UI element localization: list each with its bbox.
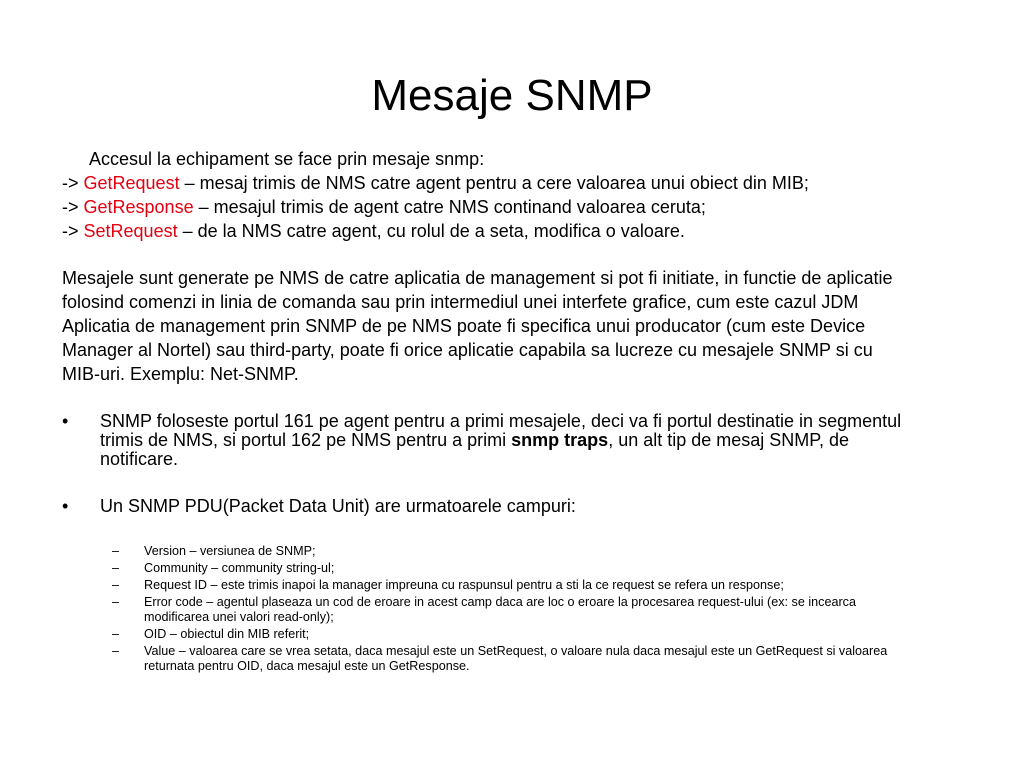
field-line: Community – community string-ul; (144, 561, 335, 575)
dash-mark: – (112, 627, 120, 641)
paragraph-line: folosind comenzi in linia de comanda sau prin intermediul unei interfete grafice, cum este cazul JDM (62, 292, 859, 312)
bullet-snmp-ports (62, 412, 992, 469)
field-line: modificarea unei valori read-only); (144, 610, 334, 624)
field-line: Version – versiunea de SNMP; (144, 544, 316, 558)
arrow-prefix: -> (62, 221, 84, 241)
bullet-mark: • (62, 496, 69, 516)
keyword-getrequest: GetRequest (83, 173, 180, 193)
bullet-line (100, 431, 992, 450)
bullet-snmp-pdu (62, 497, 992, 516)
list-item (112, 627, 992, 642)
dash-mark: – (112, 544, 120, 558)
list-item (112, 644, 992, 674)
snmp-traps-term: snmp traps (511, 430, 609, 450)
intro-item-text: – de la NMS catre agent, cu rolul de a seta, modifica o valoare. (177, 221, 685, 241)
field-line: Request ID – este trimis inapoi la manager impreuna cu raspunsul pentru a sti la ce request se refera un response; (144, 578, 784, 592)
pdu-fields-list (112, 544, 992, 676)
arrow-prefix: -> (62, 197, 84, 217)
paragraph-line: Aplicatia de management prin SNMP de pe NMS poate fi specifica unui producator (cum este Device (62, 316, 866, 336)
list-item (112, 578, 992, 593)
list-item (112, 595, 992, 625)
dash-mark: – (112, 595, 120, 609)
intro-item-setrequest (62, 219, 992, 243)
bullet-text: trimis de NMS, si portul 162 pe NMS pentru a primi (100, 430, 512, 450)
management-paragraph (62, 266, 992, 386)
dash-mark: – (112, 578, 120, 592)
keyword-setrequest: SetRequest (83, 221, 178, 241)
bullet-line: notificare. (100, 449, 179, 469)
intro-item-text: – mesaj trimis de NMS catre agent pentru a cere valoarea unui obiect din MIB; (179, 173, 809, 193)
paragraph-line: Manager al Nortel) sau third-party, poate fi orice aplicatie capabila sa lucreze cu mesajele SNMP si cu (62, 340, 873, 360)
bullet-content (100, 412, 992, 469)
intro-item-getrequest (62, 171, 992, 195)
field-line: OID – obiectul din MIB referit; (144, 627, 310, 641)
field-line: returnata pentru OID, daca mesajul este un GetResponse. (144, 659, 470, 673)
field-line: Error code – agentul plaseaza un cod de eroare in acest camp daca are loc o eroare la procesarea request-ului (ex: se incearca (144, 595, 856, 609)
intro-item-text: – mesajul trimis de agent catre NMS continand valoarea ceruta; (193, 197, 706, 217)
intro-block (62, 147, 992, 243)
keyword-getresponse: GetResponse (83, 197, 194, 217)
intro-item-getresponse (62, 195, 992, 219)
paragraph-line: Mesajele sunt generate pe NMS de catre aplicatia de management si pot fi initiate, in functie de aplicatie (62, 268, 893, 288)
bullet-content: Un SNMP PDU(Packet Data Unit) are urmatoarele campuri: (100, 496, 576, 516)
bullet-line: SNMP foloseste portul 161 pe agent pentru a primi mesajele, deci va fi portul destinatie in segmentul (100, 411, 902, 431)
list-item (112, 544, 992, 559)
list-item (112, 561, 992, 576)
bullet-mark: • (62, 411, 69, 431)
intro-lead: Accesul la echipament se face prin mesaje snmp: (89, 149, 485, 169)
arrow-prefix: -> (62, 173, 84, 193)
field-line: Value – valoarea care se vrea setata, daca mesajul este un SetRequest, o valoare nula daca mesajul este un GetRequest si valoarea (144, 644, 888, 658)
slide-title: Mesaje SNMP (371, 71, 653, 120)
dash-mark: – (112, 644, 120, 658)
bullet-text: , un alt tip de mesaj SNMP, de (608, 430, 849, 450)
paragraph-line: MIB-uri. Exemplu: Net-SNMP. (62, 364, 299, 384)
dash-mark: – (112, 561, 120, 575)
